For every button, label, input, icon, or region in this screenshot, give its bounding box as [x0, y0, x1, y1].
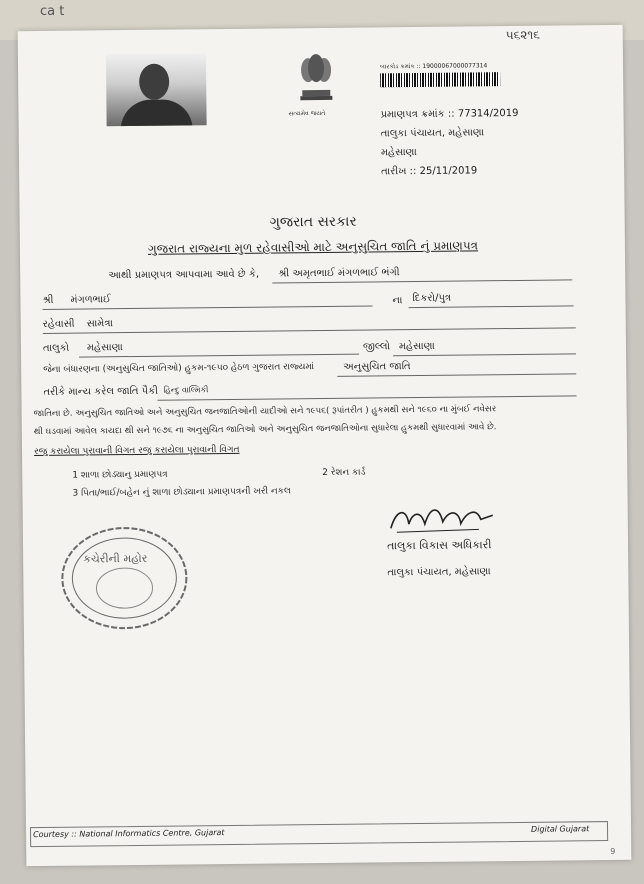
date-label: તારીખ ::	[381, 166, 417, 178]
seal-label: કચેરીની મહોર	[83, 551, 148, 566]
legal-paragraph-line-1: જાતિના છે. અનુસુચિત જાતિઓ અને અનુસુચિત જનજાતિઓની યાદીઓ સને ૧૯૫૬( રૂપાંતરીત ) હુકમથી સને ૧૯૬૦ ના મુંબઈ નવેસર	[33, 404, 497, 420]
father-name: મંગળભાઈ	[70, 294, 111, 306]
applicant-photo	[106, 53, 207, 126]
village-value: સામેત્રા	[86, 318, 113, 330]
category-value: અનુસુચિત જાતિ	[343, 361, 411, 373]
date-value: 25/11/2019	[419, 165, 478, 177]
intro-text: આથી પ્રમાણપત્ર આપવામા આવે છે કે,	[108, 268, 260, 282]
recognized-label: તરીકે માન્ય કરેલ જાતિ પૈકી	[43, 385, 159, 398]
document-item-1: 1 શાળા છોડ્યાનુ પ્રમાણપત્ર	[72, 469, 168, 481]
document-item-3: 3 પિતા/ભાઈ/બહેન નું શાળા છોડ્યાના પ્રમાણપત્રની ખરી નકલ	[72, 486, 291, 499]
taluka-label: તાલુકો	[42, 342, 70, 354]
applicant-name: શ્રી અમૃતભાઈ મંગળભાઈ ભંગી	[278, 267, 400, 280]
barcode	[380, 72, 500, 87]
handwritten-number: ૫૬૨૧૬	[505, 27, 541, 43]
legal-paragraph-line-2: થી ઘડવામાં આવેલ કાયદા થી સને ૧૯૭૬ ના અનુસુચિત જાતિઓ અને અનુસુચિત જનજાતિઓના સુધારેલા હુકમથી સુધારવામાં આવે છે.	[33, 422, 497, 438]
page-mark: 9	[610, 846, 616, 857]
issuer-office: તાલુકા પંચાયત, મહેસાણા	[380, 127, 485, 140]
certificate-number-label: પ્રમાણપત્ર ક્રમાંક ::	[380, 108, 455, 121]
officer-title: તાલુકા વિકાસ અધિકારી	[386, 538, 492, 553]
resident-label: રહેવાસી	[42, 318, 75, 330]
emblem-motto: સત્યમેવ જયતે	[288, 109, 326, 118]
documents-heading: રજુ કરાયેલા પુરાવાની વિગત રજુ કરાયેલા પુરાવાની વિગત	[34, 444, 240, 458]
officer-signature	[387, 501, 497, 538]
handwritten-mark: ca t	[40, 4, 65, 19]
footer-bar	[30, 821, 608, 847]
district-value: મહેસાણા	[398, 340, 435, 353]
document-item-2: 2 રેશન કાર્ડ	[322, 467, 366, 479]
certificate-number-row	[380, 108, 518, 120]
na-label: ના	[392, 295, 403, 307]
state-emblem-icon	[288, 46, 345, 117]
certificate-page	[18, 25, 632, 866]
caste-value: હિન્દુ વાલ્મિકી	[163, 385, 209, 395]
footer-brand: Digital Gujarat	[530, 824, 590, 834]
taluka-value: મહેસાણા	[86, 342, 123, 354]
issuer-city: મહેસાણા	[380, 147, 417, 159]
relation-value: દિકરો/પુત્ર	[412, 292, 452, 305]
officer-office: તાલુકા પંચાયત, મહેસાણા	[387, 566, 491, 579]
footer-courtesy: Courtesy :: National Informatics Centre, Gujarat	[33, 828, 225, 840]
certificate-number: 77314/2019	[457, 107, 519, 120]
order-text: જેના બંધારણના (અનુસુચિત જાતિઓ) હુકમ-૧૯૫૦ હેઠળ ગુજરાત રાજ્યમાં	[43, 362, 315, 375]
government-title: ગુજરાત સરકાર	[269, 213, 357, 231]
date-row	[381, 165, 477, 177]
barcode-label: બારકોડ ક્રમાંક :: 19000067000077314	[380, 62, 488, 71]
shri-label: શ્રી	[42, 294, 54, 306]
office-seal	[59, 525, 190, 631]
certificate-title: ગુજરાત રાજ્યના મુળ રહેવાસીઓ માટે અનુસુચિત જાતિ નું પ્રમાણપત્ર	[147, 238, 479, 256]
district-label: જીલ્લો	[362, 341, 391, 353]
